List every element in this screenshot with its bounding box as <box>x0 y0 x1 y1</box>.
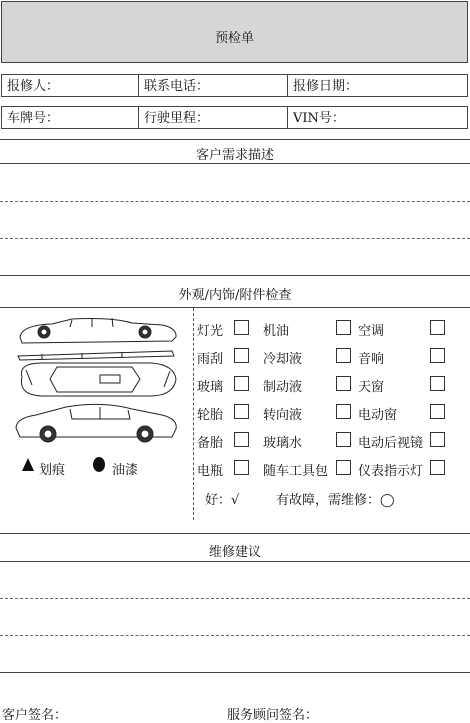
check-label-ac: 空调 <box>358 324 385 339</box>
repair-date-label: 报修日期： <box>293 79 359 94</box>
plate-label: 车牌号： <box>7 111 60 126</box>
checkbox-battery[interactable] <box>234 460 249 475</box>
check-label-glass: 玻璃 <box>197 380 224 395</box>
writing-line <box>0 598 470 599</box>
status-fault-label: 有故障，需维修：◯ <box>276 493 395 508</box>
check-label-sunroof: 天窗 <box>358 380 385 395</box>
checkbox-glass[interactable] <box>234 376 249 391</box>
checkbox-power-mirrors[interactable] <box>430 432 445 447</box>
legend-paint-label: 油漆 <box>112 463 139 478</box>
check-label-spare-tire: 备胎 <box>197 436 224 451</box>
checkbox-coolant[interactable] <box>336 348 351 363</box>
check-label-battery: 电瓶 <box>197 464 224 479</box>
checkbox-washer-fluid[interactable] <box>336 432 351 447</box>
advisor-signature-label: 服务顾问签名： <box>227 708 319 723</box>
checkbox-sunroof[interactable] <box>430 376 445 391</box>
checkbox-dash-lights[interactable] <box>430 460 445 475</box>
divider <box>0 672 470 673</box>
check-label-steering-fluid: 转向液 <box>263 408 303 423</box>
checkbox-brake-fluid[interactable] <box>336 376 351 391</box>
writing-line <box>0 238 470 239</box>
checkbox-tool-kit[interactable] <box>336 460 351 475</box>
repairer-label: 报修人： <box>7 79 60 94</box>
check-label-lights: 灯光 <box>197 324 224 339</box>
checkbox-steering-fluid[interactable] <box>336 404 351 419</box>
status-good-label: 好：√ <box>205 493 240 508</box>
check-label-wipers: 雨刮 <box>197 352 224 367</box>
car-diagram <box>12 315 182 457</box>
phone-label: 联系电话： <box>144 79 210 94</box>
vin-label: VIN号： <box>293 111 345 126</box>
customer-signature-label: 客户签名： <box>2 708 68 723</box>
inspection-title: 外观/内饰/附件检查 <box>178 288 292 303</box>
check-label-tool-kit: 随车工具包 <box>263 464 329 479</box>
check-label-oil: 机油 <box>263 324 290 339</box>
checkbox-spare-tire[interactable] <box>234 432 249 447</box>
writing-line <box>0 201 470 202</box>
triangle-icon <box>21 457 35 472</box>
check-label-dash-lights: 仪表指示灯 <box>358 464 424 479</box>
divider <box>0 307 470 308</box>
legend-scratch-label: 划痕 <box>39 463 66 478</box>
info-row-2 <box>1 106 468 129</box>
title-bar <box>1 1 468 63</box>
inspection-column-divider <box>193 308 194 520</box>
oval-icon <box>92 456 106 473</box>
mileage-label: 行驶里程： <box>144 111 210 126</box>
check-label-brake-fluid: 制动液 <box>263 380 303 395</box>
divider <box>0 163 470 164</box>
check-label-tires: 轮胎 <box>197 408 224 423</box>
checkbox-oil[interactable] <box>336 320 351 335</box>
info-row-1 <box>1 74 468 97</box>
divider <box>0 275 470 276</box>
check-label-coolant: 冷却液 <box>263 352 303 367</box>
checkbox-wipers[interactable] <box>234 348 249 363</box>
divider <box>0 561 470 562</box>
check-label-power-windows: 电动窗 <box>358 408 398 423</box>
checkbox-audio[interactable] <box>430 348 445 363</box>
check-label-power-mirrors: 电动后视镜 <box>358 436 424 451</box>
writing-line <box>0 635 470 636</box>
repair-suggestion-title: 维修建议 <box>208 545 261 560</box>
checkbox-tires[interactable] <box>234 404 249 419</box>
checkbox-lights[interactable] <box>234 320 249 335</box>
page-title: 预检单 <box>214 31 254 46</box>
check-label-washer-fluid: 玻璃水 <box>263 436 303 451</box>
checkbox-ac[interactable] <box>430 320 445 335</box>
divider <box>0 139 470 140</box>
customer-needs-title: 客户需求描述 <box>195 148 274 163</box>
check-label-audio: 音响 <box>358 352 385 367</box>
checkbox-power-windows[interactable] <box>430 404 445 419</box>
divider <box>0 533 470 534</box>
